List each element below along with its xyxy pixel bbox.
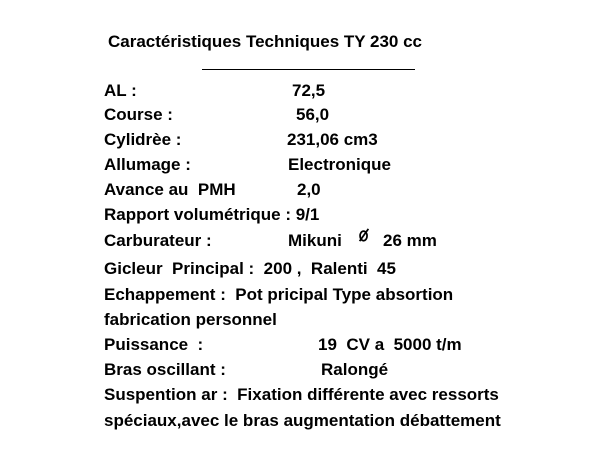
spec-line-echappement: Echappement : Pot pricipal Type absortion — [104, 285, 454, 304]
spec-line-gicleur: Gicleur Principal : 200 , Ralenti 45 — [104, 259, 396, 278]
diameter-icon — [358, 228, 370, 242]
spec-label-allumage: Allumage : — [104, 155, 191, 174]
spec-value-cylindree: 231,06 cm3 — [287, 130, 378, 149]
spec-label-course: Course : — [104, 105, 173, 124]
spec-label-al: AL : — [104, 81, 137, 100]
spec-value-al: 72,5 — [292, 81, 326, 100]
spec-line-rapport: Rapport volumétrique : 9/1 — [104, 205, 320, 224]
spec-value-allumage: Electronique — [288, 155, 391, 174]
spec-label-cylindree: Cylidrèe : — [104, 130, 182, 149]
spec-line-suspension: Suspention ar : Fixation différente avec ressorts — [104, 385, 499, 404]
spec-value-avance: 2,0 — [297, 180, 321, 199]
page-title: Caractéristiques Techniques TY 230 cc — [108, 32, 423, 51]
spec-value-carburateur: Mikuni — [288, 231, 342, 250]
spec-value-course: 56,0 — [296, 105, 330, 124]
title-underline — [202, 69, 415, 70]
spec-value-bras: Ralongé — [321, 360, 389, 379]
spec-line-echappement-cont: fabrication personnel — [104, 310, 277, 329]
spec-value-puissance: 19 CV a 5000 t/m — [318, 335, 462, 354]
spec-label-puissance: Puissance : — [104, 335, 204, 354]
spec-label-bras: Bras oscillant : — [104, 360, 226, 379]
spec-label-avance: Avance au PMH — [104, 180, 236, 199]
spec-value-carburateur-size: 26 mm — [383, 231, 437, 250]
spec-line-suspension-cont: spéciaux,avec le bras augmentation débattement — [104, 411, 501, 430]
spec-label-carburateur: Carburateur : — [104, 231, 212, 250]
